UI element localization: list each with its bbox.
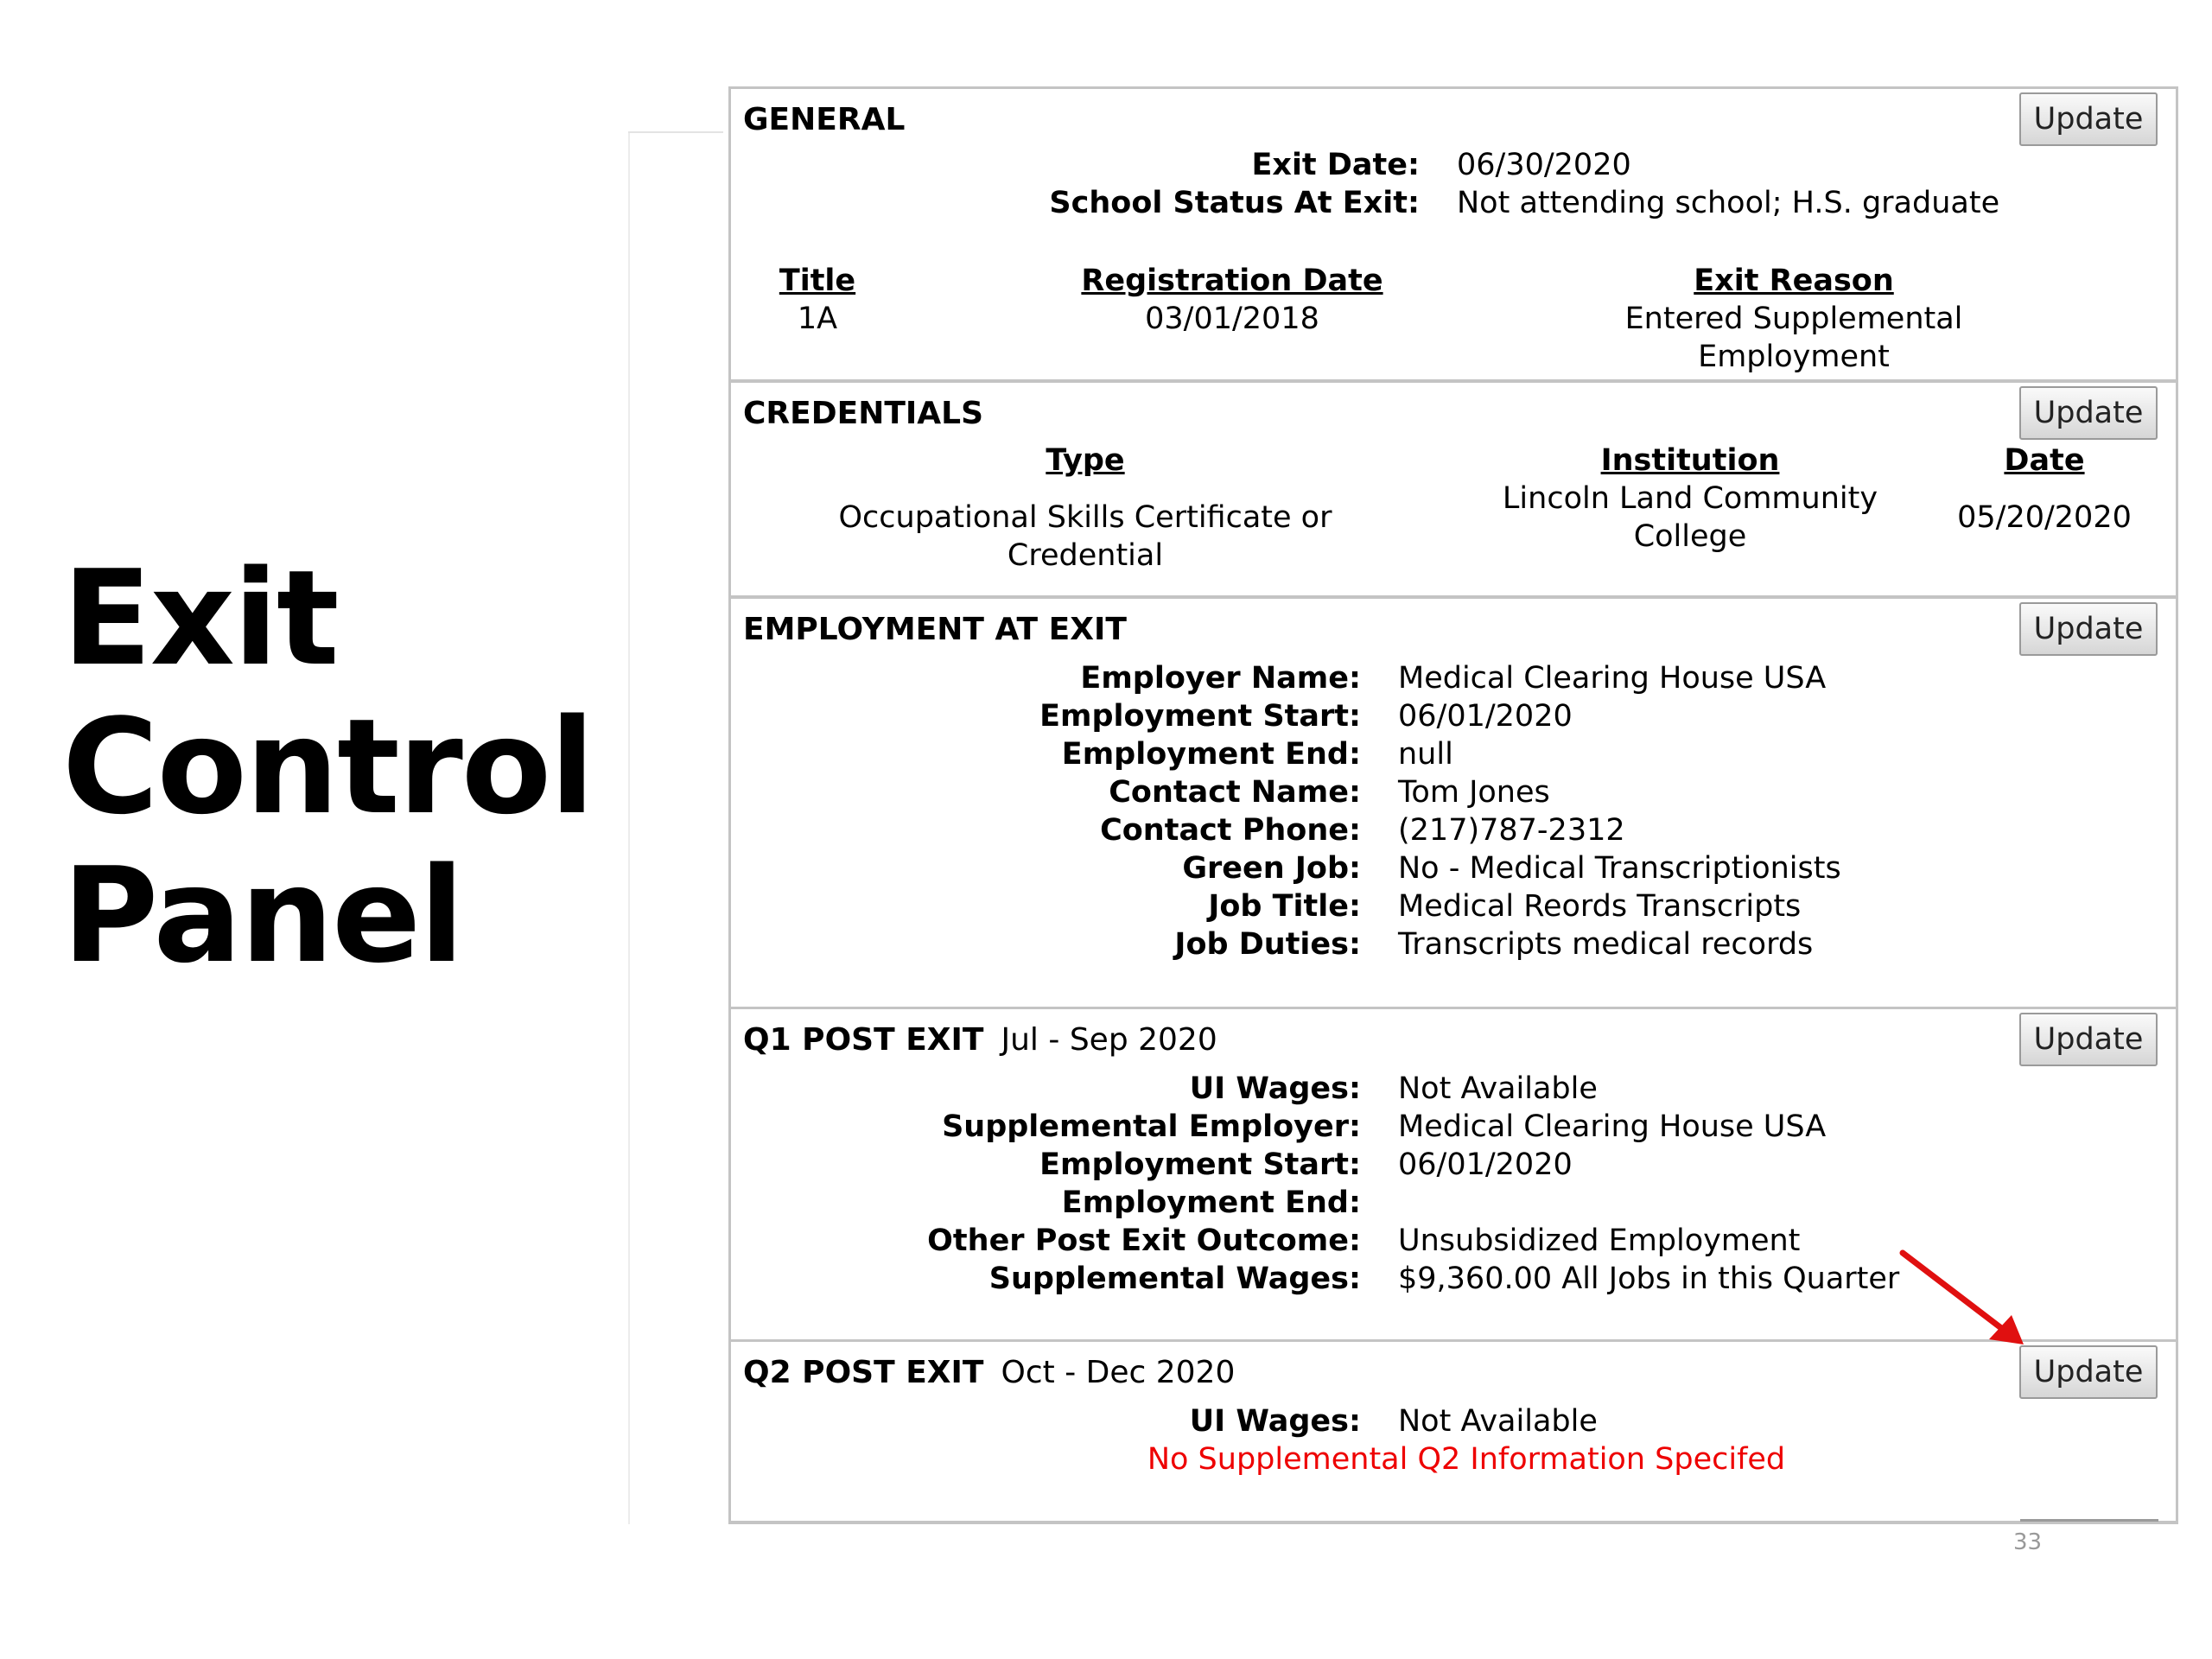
q2-update-button[interactable]: Update <box>2019 1345 2158 1399</box>
q2-panel <box>728 1339 2178 1524</box>
slide-title <box>62 544 593 990</box>
field-value: Transcripts medical records <box>1398 927 1814 962</box>
next-update-button-edge <box>2020 1519 2158 1527</box>
arrow-shaft <box>1903 1253 2005 1331</box>
field-value: 06/01/2020 <box>1398 699 1573 734</box>
column-header: Type <box>1046 443 1125 478</box>
field-value: null <box>1398 737 1453 772</box>
field-row <box>731 1184 2176 1222</box>
field-value: Medical Clearing House USA <box>1398 1109 1827 1144</box>
field-label: Employer Name: <box>1080 661 1361 696</box>
annotation-arrow <box>1892 1244 2039 1357</box>
field-value: 06/30/2020 <box>1457 148 1631 182</box>
field-row <box>731 1108 2176 1146</box>
q1-heading <box>743 1021 1217 1059</box>
field-row <box>731 849 2176 887</box>
q1-heading-text: Q1 POST EXIT <box>743 1022 984 1058</box>
q2-heading-text: Q2 POST EXIT <box>743 1355 984 1390</box>
column-header: Exit Reason <box>1694 264 1894 298</box>
column-value-line: Lincoln Land Community <box>1502 481 1878 516</box>
title-line-2: Control <box>62 690 594 843</box>
field-value: Not attending school; H.S. graduate <box>1457 186 2000 220</box>
column-value: 1A <box>797 302 838 336</box>
title-line-1: Exit <box>62 542 338 695</box>
screenshot-edge <box>628 131 630 1524</box>
field-label: Contact Phone: <box>1100 813 1361 848</box>
field-label: UI Wages: <box>1189 1071 1361 1106</box>
column-header: Date <box>2004 443 2085 478</box>
field-row <box>731 184 2176 222</box>
institution-column <box>1491 442 1889 556</box>
column-value-line: College <box>1633 519 1747 554</box>
field-label: Other Post Exit Outcome: <box>927 1224 1361 1258</box>
field-value: Tom Jones <box>1398 775 1550 810</box>
field-label: Supplemental Employer: <box>942 1109 1361 1144</box>
screenshot-top-line <box>628 131 723 133</box>
page-number: 33 <box>2013 1529 2043 1555</box>
field-label: Job Duties: <box>1174 927 1361 962</box>
field-value: $9,360.00 All Jobs in this Quarter <box>1398 1262 1900 1296</box>
field-row <box>731 1070 2176 1108</box>
field-value: No - Medical Transcriptionists <box>1398 851 1841 886</box>
employment-heading: EMPLOYMENT AT EXIT <box>743 612 1127 647</box>
title-column <box>774 262 861 338</box>
q1-update-button[interactable]: Update <box>2019 1013 2158 1066</box>
next-panel-edge <box>728 1521 2178 1529</box>
field-value: Not Available <box>1398 1404 1598 1439</box>
column-header: Title <box>779 264 856 298</box>
field-row <box>731 925 2176 963</box>
q2-notice: No Supplemental Q2 Information Specifed <box>1147 1442 1786 1477</box>
q2-heading <box>743 1354 1235 1392</box>
q1-range: Jul - Sep 2020 <box>1001 1022 1217 1058</box>
column-value: 05/20/2020 <box>1957 500 2132 535</box>
field-value: Unsubsidized Employment <box>1398 1224 1801 1258</box>
field-label: Job Title: <box>1208 889 1361 924</box>
column-value: Occupational Skills Certificate or Credential <box>838 500 1332 573</box>
field-label: Employment Start: <box>1039 699 1361 734</box>
field-label: Exit Date: <box>1251 148 1420 182</box>
field-label: Employment End: <box>1061 737 1361 772</box>
field-label: Contact Name: <box>1109 775 1361 810</box>
field-value: (217)787-2312 <box>1398 813 1625 848</box>
general-update-button[interactable]: Update <box>2019 92 2158 146</box>
column-header: Institution <box>1600 443 1780 478</box>
field-value: Medical Reords Transcripts <box>1398 889 1802 924</box>
column-header: Registration Date <box>1081 264 1383 298</box>
title-line-3: Panel <box>62 839 463 992</box>
field-row <box>731 773 2176 811</box>
credentials-heading: CREDENTIALS <box>743 396 984 431</box>
employment-update-button[interactable]: Update <box>2019 602 2158 656</box>
field-row <box>731 146 2176 184</box>
field-value: 06/01/2020 <box>1398 1147 1573 1182</box>
field-label: Green Job: <box>1182 851 1361 886</box>
exit-reason-column <box>1552 262 2036 376</box>
field-label: Supplemental Wages: <box>988 1262 1361 1296</box>
employment-panel <box>728 596 2178 1009</box>
type-column <box>766 442 1405 575</box>
q2-range: Oct - Dec 2020 <box>1001 1355 1236 1390</box>
field-row <box>731 811 2176 849</box>
date-column <box>1941 442 2148 537</box>
field-row <box>731 735 2176 773</box>
field-label: Employment Start: <box>1039 1147 1361 1182</box>
q2-fields <box>731 1402 2176 1440</box>
field-row <box>731 887 2176 925</box>
employment-fields <box>731 659 2176 963</box>
field-value: Not Available <box>1398 1071 1598 1106</box>
field-value: Medical Clearing House USA <box>1398 661 1827 696</box>
general-fields <box>731 146 2176 222</box>
field-row <box>731 697 2176 735</box>
column-value: 03/01/2018 <box>1145 302 1319 336</box>
field-label: UI Wages: <box>1189 1404 1361 1439</box>
field-label: School Status At Exit: <box>1049 186 1420 220</box>
field-row <box>731 1146 2176 1184</box>
field-row <box>731 659 2176 697</box>
general-panel <box>728 86 2178 382</box>
field-label: Employment End: <box>1061 1185 1361 1220</box>
general-heading: GENERAL <box>743 102 906 137</box>
column-value: Entered Supplemental Employment <box>1624 302 1963 374</box>
credentials-panel <box>728 380 2178 598</box>
registration-date-column <box>1059 262 1405 338</box>
field-row <box>731 1402 2176 1440</box>
credentials-update-button[interactable]: Update <box>2019 386 2158 440</box>
